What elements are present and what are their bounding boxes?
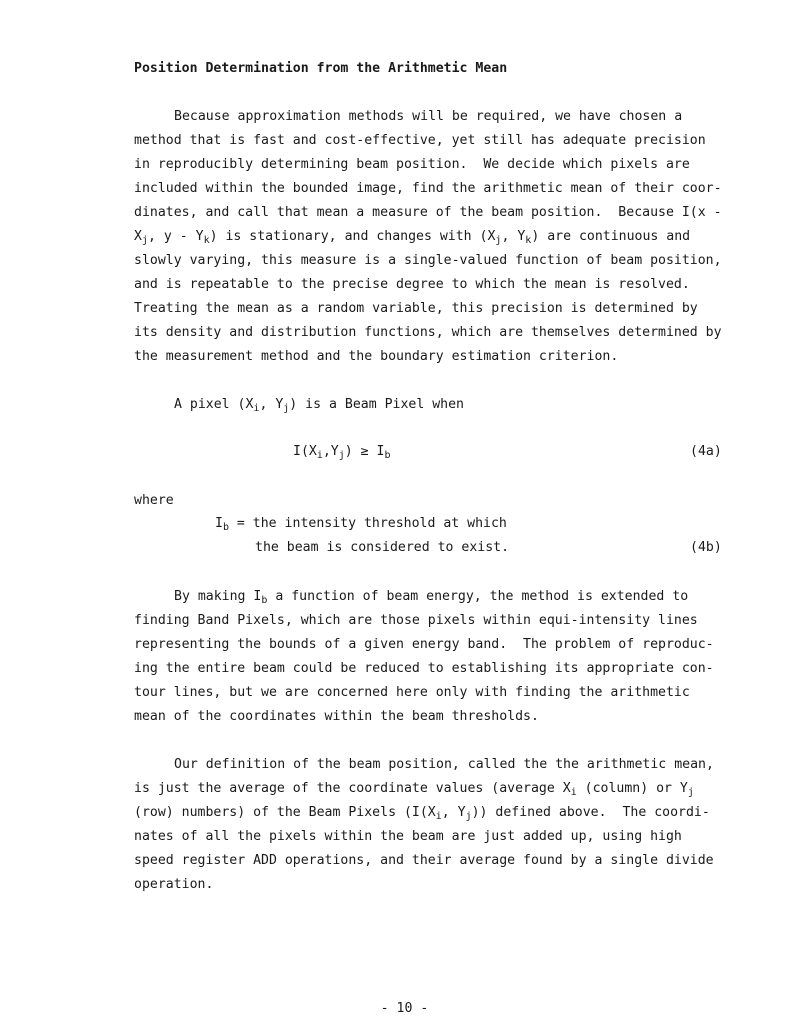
paragraph-line: finding Band Pixels, which are those pixels within equi-intensity lines (134, 613, 698, 628)
paragraph-line: and is repeatable to the precise degree to which the mean is resolved. (134, 277, 690, 292)
beam-pixel-intro: A pixel ($X_i$, $Y_j$) is a Beam Pixel when (174, 397, 464, 414)
equation-number-4a: (4a) (690, 444, 722, 459)
equation-number-4b: (4b) (690, 540, 722, 555)
paragraph-line: Because approximation methods will be required, we have chosen a (174, 109, 683, 124)
paragraph-line: Treating the mean as a random variable, this precision is determined by (134, 301, 698, 316)
equation-4b-line2: the beam is considered to exist. (255, 540, 510, 555)
where-label: where (134, 493, 174, 508)
paragraph-line: method that is fast and cost-effective, yet still has adequate precision (134, 133, 706, 148)
paragraph-line: speed register ADD operations, and their average found by a single divide (134, 853, 714, 868)
paragraph-line-with-subscripts: By making $I_b$ a function of beam energy, the method is extended to (174, 589, 689, 606)
page-number: - 10 - (380, 1001, 429, 1016)
paragraph-line: in reproducibly determining beam position. We decide which pixels are (134, 157, 690, 172)
paragraph-line: slowly varying, this measure is a single-valued function of beam position, (134, 253, 722, 268)
paragraph-line: dinates, and call that mean a measure of the beam position. Because I(x - (134, 205, 722, 220)
paragraph-line: mean of the coordinates within the beam thresholds. (134, 709, 539, 724)
paragraph-line: Our definition of the beam position, called the the arithmetic mean, (174, 757, 714, 772)
section-heading: Position Determination from the Arithmetic Mean (134, 61, 508, 76)
paragraph-line: the measurement method and the boundary estimation criterion. (134, 349, 619, 364)
paragraph-line: ing the entire beam could be reduced to establishing its appropriate con- (134, 661, 714, 676)
equation-4b: $I_b$ = the intensity threshold at which (215, 516, 507, 533)
paragraph-line: included within the bounded image, find the arithmetic mean of their coor- (134, 181, 722, 196)
paragraph-line: operation. (134, 877, 214, 892)
paragraph-line-with-subscripts: $X_j$, y - $Y_k$) is stationary, and changes with ($X_j$, $Y_k$) are continuous and (134, 229, 691, 246)
paragraph-line: its density and distribution functions, which are themselves determined by (134, 325, 722, 340)
paragraph-line: representing the bounds of a given energy band. The problem of reproduc- (134, 637, 714, 652)
paragraph-line: tour lines, but we are concerned here only with finding the arithmetic (134, 685, 690, 700)
paragraph-line: nates of all the pixels within the beam are just added up, using high (134, 829, 682, 844)
equation-4a: $I(X_i,Y_j) \ge I_b$ (293, 444, 391, 461)
paragraph-line-with-subscripts: (row) numbers) of the Beam Pixels ($I(X_i$, $Y_j$)) defined above. The coordi- (134, 805, 710, 822)
paragraph-line-with-subscripts: is just the average of the coordinate values (average $X_i$ (column) or $Y_j$ (134, 781, 694, 798)
